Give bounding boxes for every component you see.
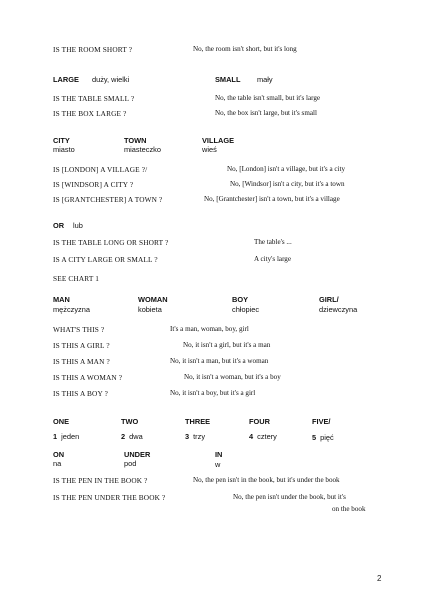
answer-long-short: The table's ...: [254, 238, 292, 246]
question-girl: IS THIS A GIRL ?: [53, 341, 110, 350]
answer-large-small: A city's large: [254, 255, 292, 263]
vocab-under-pl: pod: [124, 459, 137, 468]
vocab-in-en: IN: [215, 450, 223, 459]
question-grantchester: IS [GRANTCHESTER] A TOWN ?: [53, 195, 163, 204]
answer-pen-under-book: No, the pen isn't under the book, but it's: [233, 493, 346, 501]
number-two-en: TWO: [121, 417, 139, 426]
number-four-en: FOUR: [249, 417, 270, 426]
vocab-village-pl: wieś: [202, 145, 217, 154]
question-windsor: IS [WINDSOR] A CITY ?: [53, 180, 134, 189]
vocab-city-pl: miasto: [53, 145, 75, 154]
answer-table-small: No, the table isn't small, but it's large: [215, 94, 321, 102]
question-room: IS THE ROOM SHORT ?: [53, 45, 133, 54]
vocab-woman-pl: kobieta: [138, 305, 162, 314]
question-pen-under-book: IS THE PEN UNDER THE BOOK ?: [53, 493, 166, 502]
question-long-short: IS THE TABLE LONG OR SHORT ?: [53, 238, 169, 247]
question-london: IS [LONDON] A VILLAGE ?/: [53, 165, 148, 174]
vocab-man-pl: mężczyzna: [53, 305, 90, 314]
vocab-girl-pl: dziewczyna: [319, 305, 358, 314]
answer-pen-in-book: No, the pen isn't in the book, but it's under the book: [193, 476, 340, 484]
number-five-en: FIVE/: [312, 417, 331, 426]
page-number: 2: [377, 574, 382, 583]
answer-box-large: No, the box isn't large, but it's small: [215, 109, 317, 117]
number-one-pl: 1 jeden: [53, 432, 80, 441]
answer-woman: No, it isn't a woman, but it's a boy: [184, 373, 281, 381]
number-one-en: ONE: [53, 417, 70, 426]
question-box-large: IS THE BOX LARGE ?: [53, 109, 127, 118]
vocab-city-en: CITY: [53, 136, 70, 145]
question-whats-this: WHAT'S THIS ?: [53, 325, 105, 334]
vocab-town-pl: miasteczko: [124, 145, 161, 154]
vocab-large-en: LARGE: [53, 75, 79, 84]
number-two-pl: 2 dwa: [121, 432, 143, 441]
answer-windsor: No, [Windsor] isn't a city, but it's a town: [230, 180, 345, 188]
vocab-boy-pl: chłopiec: [232, 305, 260, 314]
vocab-on-en: ON: [53, 450, 65, 459]
question-table-small: IS THE TABLE SMALL ?: [53, 94, 135, 103]
number-three-en: THREE: [185, 417, 211, 426]
answer-whats-this: It's a man, woman, boy, girl: [170, 325, 249, 333]
vocab-small-pl: mały: [257, 75, 273, 84]
vocab-on-pl: na: [53, 459, 62, 468]
answer-room: No, the room isn't short, but it's long: [193, 45, 297, 53]
answer-grantchester: No, [Grantchester] isn't a town, but it's a village: [204, 195, 340, 203]
vocab-under-en: UNDER: [124, 450, 151, 459]
see-chart-note: SEE CHART 1: [53, 275, 100, 281]
number-five-pl: 5 pięć: [312, 433, 334, 442]
vocab-or-en: OR: [53, 221, 65, 230]
vocab-large-pl: duży, wielki: [92, 75, 130, 84]
answer-boy: No, it isn't a boy, but it's a girl: [170, 389, 256, 397]
answer-pen-under-book-continued: on the book: [332, 505, 366, 513]
answer-man: No, it isn't a man, but it's a woman: [170, 357, 269, 365]
question-woman: IS THIS A WOMAN ?: [53, 373, 123, 382]
vocab-man-en: MAN: [53, 295, 70, 304]
vocab-girl-en: GIRL/: [319, 295, 339, 304]
vocab-village-en: VILLAGE: [202, 136, 235, 145]
vocab-woman-en: WOMAN: [138, 295, 168, 304]
vocab-boy-en: BOY: [232, 295, 249, 304]
question-large-small: IS A CITY LARGE OR SMALL ?: [53, 255, 158, 264]
vocab-town-en: TOWN: [124, 136, 147, 145]
question-man: IS THIS A MAN ?: [53, 357, 110, 366]
vocab-or-pl: lub: [73, 221, 83, 230]
vocab-in-pl: w: [215, 460, 221, 469]
number-four-pl: 4 cztery: [249, 432, 277, 441]
answer-girl: No, it isn't a girl, but it's a man: [183, 341, 271, 349]
answer-london: No, [London] isn't a village, but it's a city: [227, 165, 346, 173]
question-boy: IS THIS A BOY ?: [53, 389, 108, 398]
question-pen-in-book: IS THE PEN IN THE BOOK ?: [53, 476, 148, 485]
vocab-small-en: SMALL: [215, 75, 241, 84]
number-three-pl: 3 trzy: [185, 432, 206, 441]
